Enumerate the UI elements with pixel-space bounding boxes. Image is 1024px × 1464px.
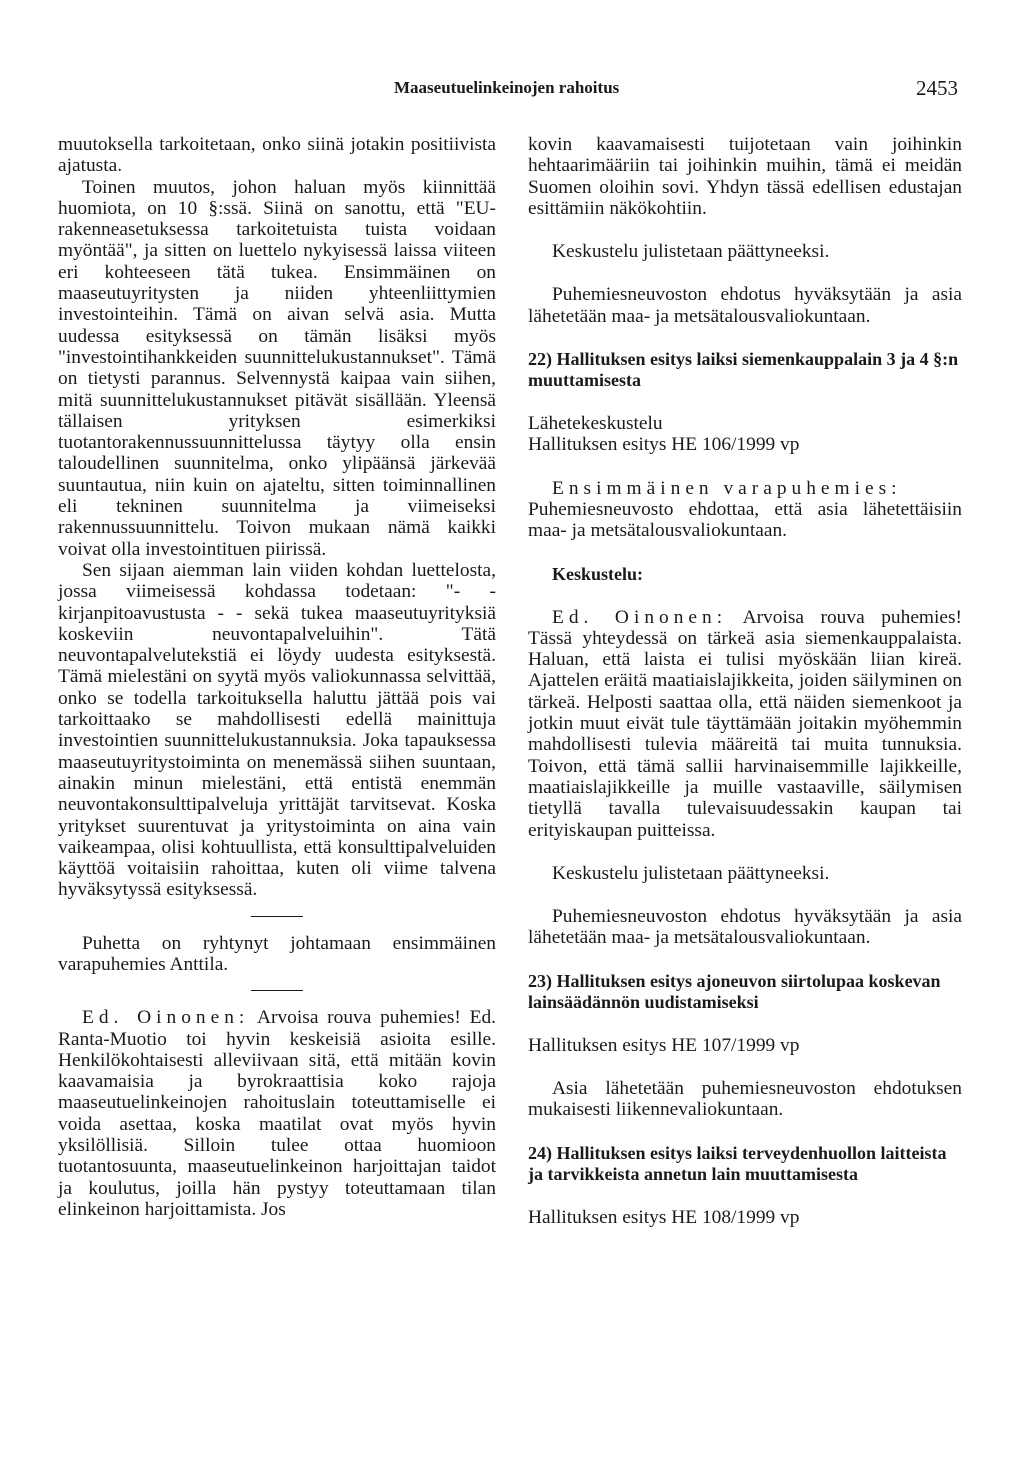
page-number: 2453 [916, 76, 958, 100]
section-divider-1 [251, 916, 303, 917]
speech-oinonen-1 [58, 1007, 496, 1220]
left-paragraph-2: Toinen muutos, johon haluan myös kiinnittää huomiota, on 10 §:ssä. Siinä on sanottu, että "EU-rakenneasetuksessa tarkoitetuista tuista voidaan myöntää", ja sitten on luettelo nykyisessä laissa viiteen eri kohteeseen tätä tukea. Ensimmäinen on maaseutuyritysten ja niiden yhteenliittymien investointeihin. Tämä on aivan selvä asia. Mutta uudessa esityksessä on tämän lisäksi myös "investointihankkeiden suunnittelukustannukset". Tämä on tietysti parannus. Selvennystä kaipaa vain siihen, mitä suunnittelukustannukset pitävät sisällään. Yleensä tällaisen yrityksen esimerkiksi tuotantorakennussuunnittelussa täytyy olla ensin taloudellinen suunnitelma, onko ylipäänsä järkevää suuntautua, niin kuin on ajateltu, sitten toiminnallinen eli tekninen suunnitelma ja viimeiseksi rakennussuunnittelu. Toivon mukaan nämä kaikki voivat olla investointituen piirissä. [58, 176, 496, 560]
committee-referral-1: Puhemiesneuvoston ehdotus hyväksytään ja asia lähetetään maa- ja metsätalousvaliokuntaan. [528, 284, 962, 327]
left-paragraph-1: muutoksella tarkoitetaan, onko siinä jotakin positiivista ajatusta. [58, 134, 496, 177]
running-title: Maaseutuelinkeinojen rahoitus [394, 78, 620, 97]
left-paragraph-3: Sen sijaan aiemman lain viiden kohdan luettelosta, jossa viimeisessä kohdassa todetaan: "- - kirjanpitoavustusta - - sekä tukea maaseutuyrityksiä koskeviin neuvontapalveluihin". Tätä neuvontapalvelutekstiä ei löydy uudesta esityksestä. Tämä mielestäni on syytä myös valiokunnassa selvittää, onko se todella tarkoituksella haluttu jättää pois vai tarkoittaako se mahdollisesti edellä mainittuja investointien suunnittelukustannuksia. Joka tapauksessa maaseutuyritystoiminta on menemässä siihen suuntaan, ainakin minun mielestäni, että entistä enemmän neuvontakonsulttipalveluja yrittäjät tarvitsevat. Koska yritykset suurentuvat ja yritystoiminta on aina vain vaikeampaa, olisi kohtuullista, että konsulttipalveluiden käyttöä voitaisiin rahoittaa, kuten oli viime talvena hyväksytyssä esityksessä. [58, 559, 496, 901]
speaker-name: Ed. Oinonen: [552, 606, 728, 628]
speech-text: Arvoisa rouva puhemies! Tässä yhteydessä on tärkeä asia siemenkauppalaista. Haluan, että laista ei tulisi myöskään liian kireä. Ajattelen eräitä maatiaislajikkeita, joiden säilyminen on tärkeä. Helposti saattaa olla, että näiden siemenkoot ja jotkin muut eivät tule täyttämään joitakin myöhemmin mahdollisesti tulevia määreitä tai muita tunnuksia. Toivon, että tämä sallii harvinaisemmille lajikkeille, maatiaislajikkeille ja muille vastaaville, säilymisen tietyllä tavalla tulevaisuudessakin kaupan tai erityiskaupan puitteissa. [528, 606, 963, 841]
statement-text: Puhemiesneuvosto ehdottaa, että asia lähetettäisiin maa- ja metsätalousvaliokuntaan. [528, 498, 962, 542]
chair-change-note: Puhetta on ryhtynyt johtamaan ensimmäinen varapuhemies Anttila. [58, 932, 496, 975]
item-22-type: Lähetekeskustelu [528, 413, 663, 435]
committee-referral-2: Puhemiesneuvoston ehdotus hyväksytään ja asia lähetetään maa- ja metsätalousvaliokuntaan. [528, 906, 962, 949]
item-24-heading: 24) Hallituksen esitys laiksi terveydenhuollon laitteista ja tarvikkeista annetun lain muuttamisesta [528, 1142, 947, 1184]
section-divider-2 [251, 990, 303, 991]
left-column [58, 134, 496, 1220]
page-header [0, 74, 1024, 104]
discussion-closed-2: Keskustelu julistetaan päättyneeksi. [552, 862, 830, 884]
item-23-heading: 23) Hallituksen esitys ajoneuvon siirtolupaa koskevan lainsäädännön uudistamiseksi [528, 970, 941, 1012]
item-22-bill: Hallituksen esitys HE 106/1999 vp [528, 434, 800, 456]
discussion-heading: Keskustelu: [552, 563, 644, 584]
right-column [528, 134, 962, 1228]
right-paragraph-1: kovin kaavamaisesti tuijotetaan vain joihinkin hehtaarimääriin tai joihinkin muihin, tämä ei meidän Suomen oloihin sovi. Yhdyn tässä edellisen edustajan esittämiin näkökohtiin. [528, 134, 962, 219]
discussion-closed-1: Keskustelu julistetaan päättyneeksi. [552, 241, 830, 263]
item-23-bill: Hallituksen esitys HE 107/1999 vp [528, 1034, 800, 1056]
speech-text: Arvoisa rouva puhemies! Ed. Ranta-Muotio toi hyvin keskeisiä asioita esille. Henkilökohtaisesti alleviivaan sitä, että mitään kovin kaavamaisia ja byrokraattisia koko rajoja maaseutuelinkeinojen rahoituslain toteuttamiselle ei voida asettaa, koska maatilat ovat myös hyvin yksilöllisiä. Silloin tulee ottaa huomioon tuotantosuunta, maaseutuelinkeinon harjoittajan taidot ja koulutus, joilla hän pystyy toteuttamaan tilan elinkeinon harjoittamista. Jos [58, 1007, 497, 1220]
speaker-name: Ed. Oinonen: [82, 1007, 250, 1029]
first-deputy-speaker-statement [528, 478, 962, 542]
item-22-heading: 22) Hallituksen esitys laiksi siemenkauppalain 3 ja 4 §:n muuttamisesta [528, 349, 959, 391]
item-23-referral: Asia lähetetään puhemiesneuvoston ehdotuksen mukaisesti liikennevaliokuntaan. [528, 1078, 962, 1121]
speech-oinonen-2 [528, 607, 962, 841]
speaker-name: Ensimmäinen varapuhemies: [552, 477, 902, 499]
item-24-bill: Hallituksen esitys HE 108/1999 vp [528, 1206, 800, 1228]
